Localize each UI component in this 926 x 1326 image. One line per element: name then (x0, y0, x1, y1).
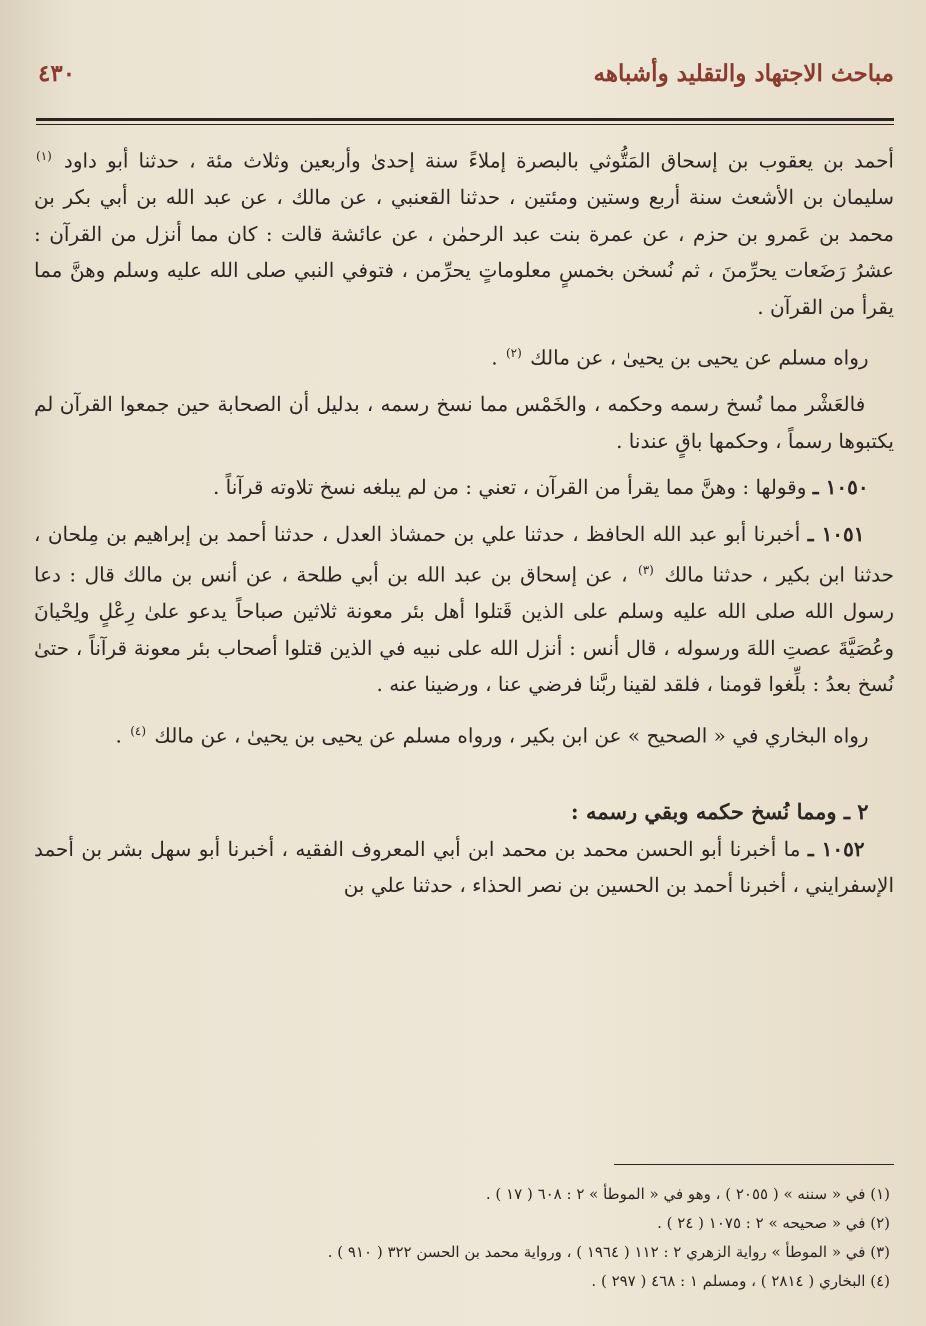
paragraph-continued: أحمد بن يعقوب بن إسحاق المَتُّوثي بالبصرة إملاءً سنة إحدىٰ وأربعين وثلاث مئة ، حدثنا أبو داود $^{(١)}$ سليمان بن الأشعث سنة أربع وستين ومئتين ، حدثنا القعنبي ، عن مالك ، عن عبد الله بن أبي بكر بن محمد بن عَمرو بن حزم ، عن عمرة بنت عبد الرحمٰن ، عن عائشة قالت : كان مما أنزل من القرآن : عشرُ رَضَعات يحرِّمنَ ، ثم نُسخن بخمسٍ معلوماتٍ يحرِّمن ، فتوفي النبي صلى الله عليه وسلم وهنَّ مما يقرأ من القرآن . (34, 148, 895, 319)
running-header (30, 52, 894, 92)
footnote-2: (٢) في « صحيحه » ٢ : ١٠٧٥ ( ٢٤ ) . (657, 1214, 890, 1232)
section-subheading: ٢ ـ ومما نُسخ حكمه وبقي رسمه : (570, 799, 869, 825)
footnote-4: (٤) البخاري ( ٢٨١٤ ) ، ومسلم ١ : ٤٦٨ ( ٢٩٧ ) . (591, 1272, 890, 1290)
footnote-ref-4[interactable]: (٤) (130, 723, 147, 738)
hadith-number: ١٠٥٢ ـ (807, 836, 865, 861)
header-rule-thin (36, 124, 894, 125)
footnote-ref-3[interactable]: (٣) (638, 563, 654, 578)
paragraph-riwayah-bukhari: رواه البخاري في « الصحيح » عن ابن بكير ، ورواه مسلم عن يحيى بن يحيىٰ ، عن مالك $^{(٤)}$ . (115, 723, 869, 748)
hadith-1051: ١٠٥١ ـ أخبرنا أبو عبد الله الحافظ ، حدثنا علي بن حمشاذ العدل ، حدثنا أحمد بن إبراهيم بن مِلحان ، حدثنا ابن بكير ، حدثنا مالك $^{(٣)}$ ، عن إسحاق بن عبد الله بن أبي طلحة ، عن أنس بن مالك قال : دعا رسول الله صلى الله عليه وسلم على الذين قَتلوا أهل بئر معونة ثلاثين صباحاً يدعو علىٰ رِعْلٍ ولِحْيانَ وعُصَيَّةَ عصتِ اللهَ ورسوله ، قال أنس : أنزل الله على نبيه في الذين قتلوا أصحاب بئر معونة قرآناً ، حتىٰ نُسخ بعدُ : بلِّغوا قومنا ، فلقد لقينا ربَّنا فرضي عنا ، ورضينا عنه . (34, 521, 895, 697)
header-title: مباحث الاجتهاد والتقليد وأشباهه (593, 60, 894, 87)
main-text (34, 138, 894, 904)
page-number: ٤٣٠ (38, 60, 76, 87)
paragraph-explanation: فالعَشْر مما نُسخ رسمه وحكمه ، والخَمْس مما نسخ رسمه ، بدليل أن الصحابة حين جمعوا القرآن لم يكتبوها رسماً ، وحكمها باقٍ عندنا . (34, 392, 894, 453)
footnote-ref-2[interactable]: (٢) (505, 346, 522, 361)
footnote-3: (٣) في « الموطأ » رواية الزهري ٢ : ١١٢ ( ١٩٦٤ ) ، ورواية محمد بن الحسن ٣٢٢ ( ٩١٠ ) . (327, 1243, 890, 1261)
hadith-1050: ١٠٥٠ ـ وقولها : وهنَّ مما يقرأ من القرآن ، تعني : من لم يبلغه نسخ تلاوته قرآناً . (212, 475, 869, 500)
hadith-number: ١٠٥١ ـ (807, 521, 865, 546)
footnote-separator (614, 1164, 894, 1165)
hadith-number: ١٠٥٠ ـ (812, 475, 869, 500)
footnotes (40, 1180, 890, 1296)
paragraph-riwayah-muslim: رواه مسلم عن يحيى بن يحيىٰ ، عن مالك $^{(٢)}$ . (491, 345, 869, 370)
footnote-ref-1[interactable]: (١) (36, 149, 52, 163)
footnote-1: (١) في « سننه » ( ٢٠٥٥ ) ، وهو في « الموطأ » ٢ : ٦٠٨ ( ١٧ ) . (485, 1185, 890, 1203)
hadith-1052: ١٠٥٢ ـ ما أخبرنا أبو الحسن محمد بن محمد ابن أبي المعروف الفقيه ، أخبرنا أبو سهل بشر بن أحمد الإسفرايني ، أخبرنا أحمد بن الحسين بن نصر الحذاء ، حدثنا علي بن (34, 836, 894, 898)
header-rule-thick (36, 118, 894, 121)
